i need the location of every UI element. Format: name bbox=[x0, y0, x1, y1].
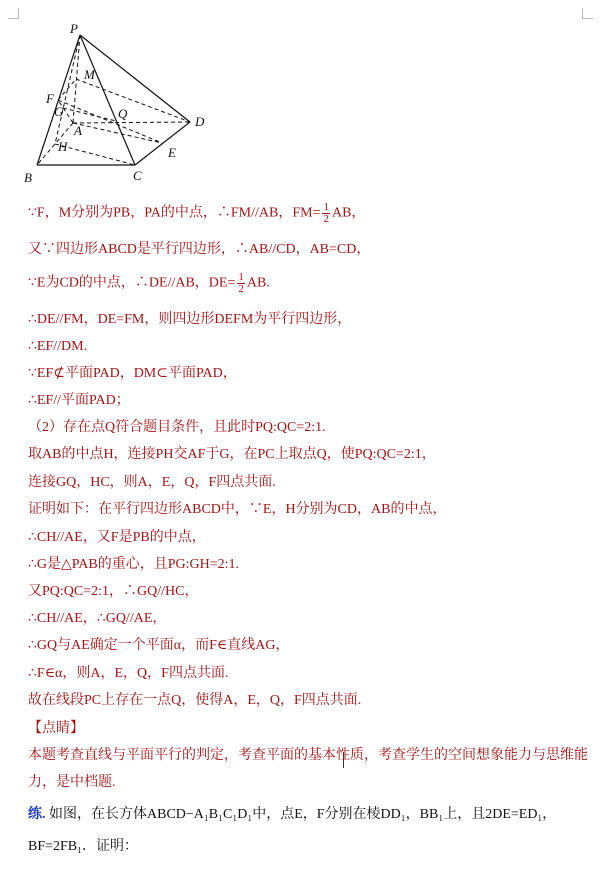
proof-line-5: ∴EF//DM. bbox=[28, 339, 88, 354]
edge-AD bbox=[73, 122, 190, 123]
part2-line-4: 证明如下：在平行四边形ABCD中，∵E，H分别为CD，AB的中点， bbox=[28, 502, 447, 517]
fraction-1-denominator: 2 bbox=[323, 213, 329, 225]
label-A: A bbox=[74, 123, 82, 138]
label-E: E bbox=[168, 145, 176, 160]
part2-line-7: 又PQ:QC=2:1，∴GQ//HC， bbox=[28, 584, 199, 599]
exercise-label: 练. bbox=[28, 807, 46, 822]
comment-line-2: 力，是中档题. bbox=[28, 775, 116, 790]
fraction-half-2 bbox=[237, 272, 245, 295]
part2-line-6: ∴G是△PAB的重心，且PG:GH=2:1. bbox=[28, 557, 240, 572]
part2-line-8: ∴CH//AE，∴GQ//AE， bbox=[28, 611, 167, 626]
comment-line-1: 本题考查直线与平面平行的判定，考查平面的基本性质，考查学生的空间想象能力与思维能 bbox=[28, 748, 588, 763]
proof-line-6: ∵EF⊄平面PAD，DM⊂平面PAD， bbox=[28, 366, 237, 381]
part2-line-9: ∴GQ与AE确定一个平面α，而F∈直线AG， bbox=[28, 638, 290, 653]
part2-line-1: （2）存在点Q符合题目条件，且此时PQ:QC=2:1. bbox=[28, 420, 326, 435]
part2-conclusion: 故在线段PC上存在一点Q，使得A，E，Q，F四点共面. bbox=[28, 693, 362, 708]
text-cursor bbox=[343, 752, 350, 768]
fraction-1-numerator: 1 bbox=[323, 201, 329, 213]
proof-line-7: ∴EF//平面PAD； bbox=[28, 393, 130, 408]
label-D: D bbox=[195, 114, 205, 129]
proof-line-2: 又∵四边形ABCD是平行四边形，∴AB//CD，AB=CD， bbox=[28, 242, 371, 257]
exercise-statement: 如图，在长方体ABCD−A₁B₁C₁D₁中，点E，F分别在棱DD₁，BB₁上，且2DE=ED₁， bbox=[49, 807, 557, 822]
label-F: F bbox=[46, 91, 54, 106]
proof-line-4: ∴DE//FM，DE=FM，则四边形DEFM为平行四边形， bbox=[28, 312, 352, 327]
part2-line-3: 连接GQ，HC，则A，E，Q，F四点共面. bbox=[28, 475, 276, 490]
page-corner-mark-right bbox=[582, 8, 593, 19]
label-G: G bbox=[54, 104, 64, 119]
proof-line-1-text: ∵F，M分别为PB，PA的中点，∴FM//AB，FM= bbox=[28, 205, 321, 221]
exercise-line-1 bbox=[28, 805, 556, 825]
label-Q: Q bbox=[118, 106, 128, 121]
comment-heading: 【点睛】 bbox=[28, 721, 84, 736]
edge-PC bbox=[80, 35, 135, 165]
part2-line-10: ∴F∈α，则A，E，Q，F四点共面. bbox=[28, 666, 229, 681]
proof-line-1 bbox=[28, 202, 365, 225]
exercise-line-2: BF=2FB₁．证明： bbox=[28, 839, 139, 854]
part2-line-5: ∴CH//AE，又F是PB的中点， bbox=[28, 530, 206, 545]
label-B: B bbox=[24, 170, 32, 185]
proof-line-3-text: ∵E为CD的中点，∴DE//AB，DE= bbox=[28, 275, 236, 291]
label-H: H bbox=[58, 139, 68, 154]
fraction-2-denominator: 2 bbox=[238, 283, 244, 295]
edge-PD bbox=[80, 35, 190, 122]
label-P: P bbox=[70, 21, 78, 36]
edge-CD bbox=[135, 122, 190, 165]
pyramid-figure bbox=[0, 0, 240, 190]
part2-line-2: 取AB的中点H，连接PH交AF于G，在PC上取点Q，使PQ:QC=2:1， bbox=[28, 447, 436, 462]
fraction-2-numerator: 1 bbox=[238, 271, 244, 283]
proof-line-3-tail: AB. bbox=[246, 275, 270, 291]
segment-AE bbox=[73, 123, 162, 143]
proof-line-1-tail: AB， bbox=[331, 205, 366, 221]
proof-line-3 bbox=[28, 272, 270, 295]
label-M: M bbox=[84, 67, 95, 82]
fraction-half-1 bbox=[322, 202, 330, 225]
segment-GQ bbox=[63, 108, 116, 121]
label-C: C bbox=[133, 168, 142, 183]
